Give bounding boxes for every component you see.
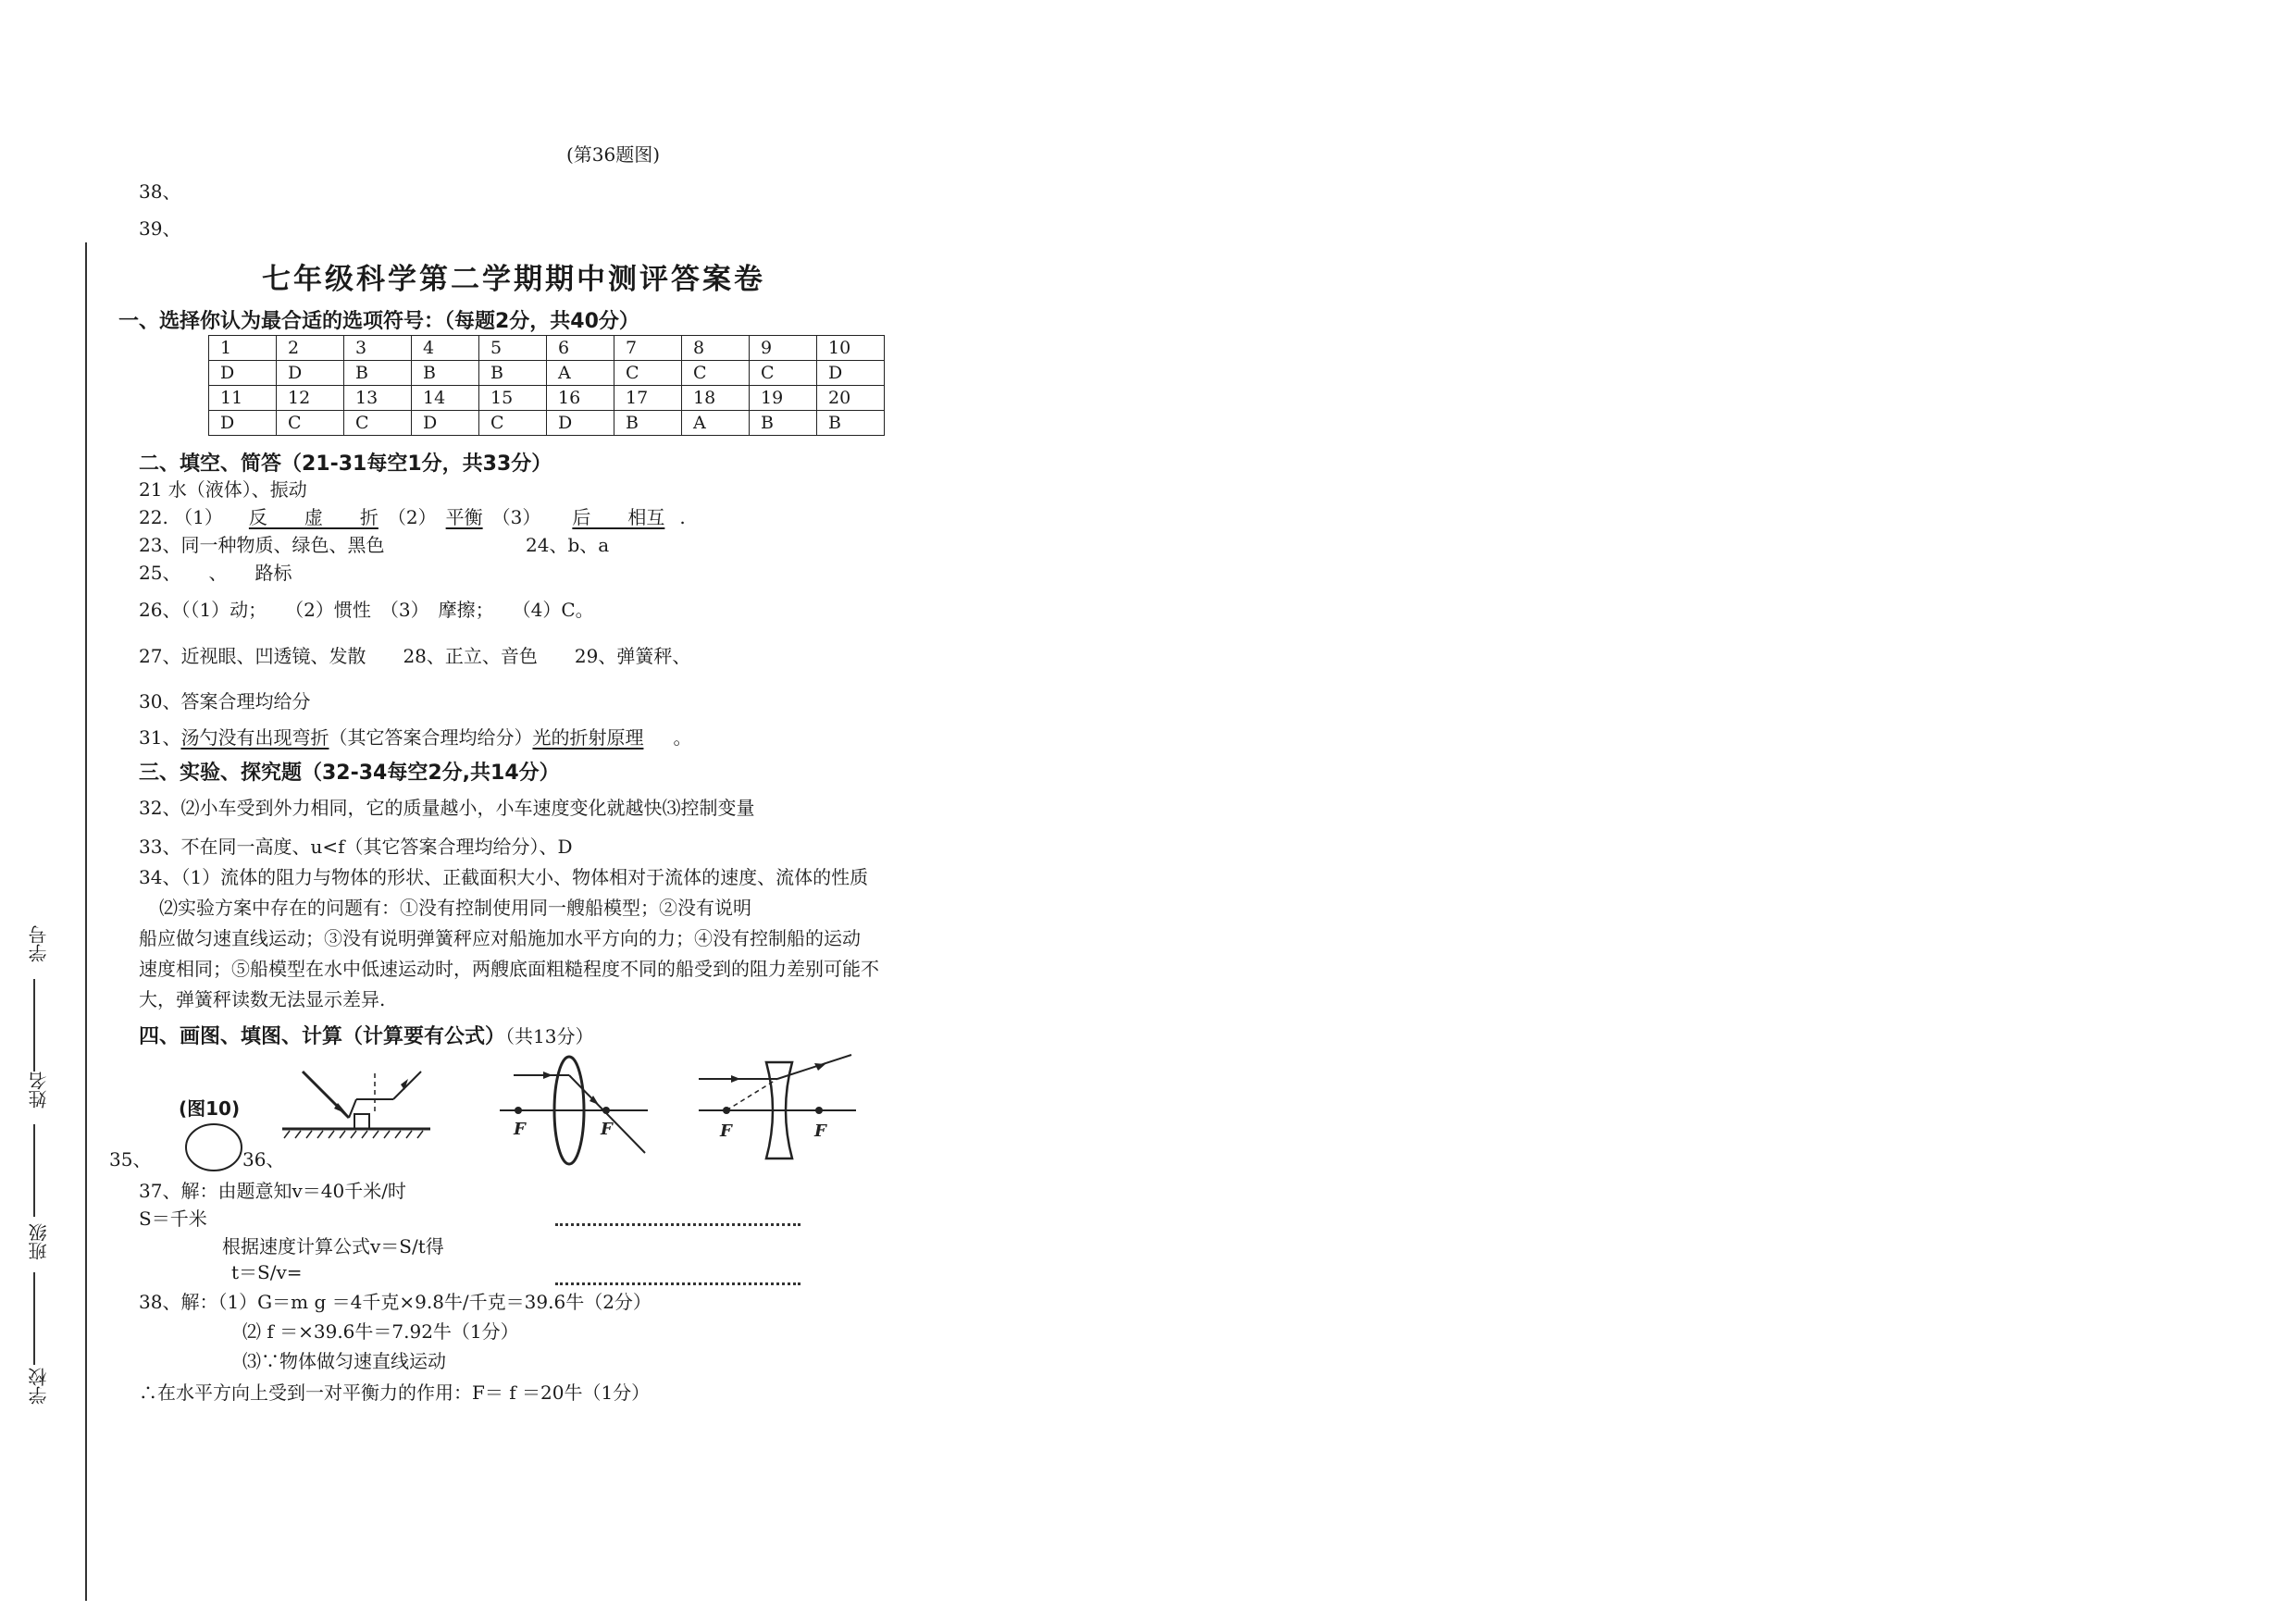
section2-heading: 二、填空、简答（21-31每空1分，共33分） [139, 452, 552, 476]
table-cell: C [479, 411, 547, 436]
section4-heading-bold: 四、画图、填图、计算（计算要有公式） [139, 1025, 506, 1048]
answer-38-line1: 38、解：（1）G＝m g ＝4千克×9.8牛/千克＝39.6牛（2分） [139, 1291, 652, 1313]
answer-33: 33、不在同一高度、u<f（其它答案合理均给分）、D [139, 836, 573, 858]
table-cell: 15 [479, 386, 547, 411]
answer-22-b: 平衡 [445, 506, 483, 528]
margin-class-blank[interactable] [28, 1124, 65, 1217]
answer-31-end: 。 [654, 726, 692, 749]
answer-38-line4: ∴在水平方向上受到一对平衡力的作用：F＝ f ＝20牛（1分） [139, 1381, 651, 1404]
fig10-caption: (图10) [179, 1097, 241, 1120]
table-cell: D [277, 361, 344, 386]
answer-22-mid2: （3） [491, 506, 541, 528]
answer-37-line2: S＝千米 [139, 1208, 207, 1230]
table-cell: 3 [344, 336, 412, 361]
table-cell: 17 [614, 386, 682, 411]
label-35: 35、 [109, 1148, 152, 1171]
section4-heading-rest: （共13分） [505, 1025, 594, 1047]
lens2-focus-right: F [814, 1121, 826, 1141]
answer-34-line3: 船应做匀速直线运动；③没有说明弹簧秤应对船施加水平方向的力；④没有控制船的运动 [139, 927, 861, 949]
table-cell: D [547, 411, 614, 436]
table-cell: C [750, 361, 817, 386]
lens2-focus-left: F [720, 1121, 732, 1141]
answer-37-dotted-line [555, 1223, 800, 1226]
answer-37-line4: t＝S/v= [231, 1261, 303, 1283]
answer-30: 30、答案合理均给分 [139, 690, 311, 712]
section4-heading [139, 1021, 593, 1049]
answer-38-line3: ⑶∵物体做匀速直线运动 [242, 1350, 446, 1372]
item-39-top: 39、 [139, 217, 181, 240]
table-cell: 2 [277, 336, 344, 361]
answer-22 [139, 505, 686, 529]
lens1-focus-left: F [514, 1120, 526, 1139]
answer-34-line5: 大，弹簧秤读数无法显示差异. [139, 988, 386, 1010]
page-title: 七年级科学第二学期期中测评答案卷 [262, 263, 765, 296]
answer-32: 32、⑵小车受到外力相同，它的质量越小，小车速度变化就越快⑶控制变量 [139, 797, 755, 819]
answer-31-mid: （其它答案合理均给分） [329, 726, 533, 749]
answer-37-dotted-line-2 [555, 1282, 800, 1285]
mirror-reflection-diagram [282, 1064, 435, 1140]
table-cell: D [209, 411, 277, 436]
convex-lens-diagram [495, 1053, 652, 1169]
answer-34-line2: ⑵实验方案中存在的问题有：①没有控制使用同一艘船模型；②没有说明 [159, 897, 751, 919]
table-cell: 5 [479, 336, 547, 361]
answer-table [208, 335, 885, 436]
table-cell: D [817, 361, 885, 386]
table-cell: 12 [277, 386, 344, 411]
answer-27-29: 27、近视眼、凹透镜、发散 28、正立、音色 29、弹簧秤、 [139, 645, 691, 667]
answer-22-c: 后 相互 [572, 506, 665, 528]
margin-class-label: 班级 [28, 1223, 50, 1260]
answer-25: 25、 、 路标 [139, 562, 292, 584]
item-38-top: 38、 [139, 180, 181, 203]
margin-school-blank[interactable] [28, 1272, 65, 1365]
answer-22-mid1: （2） [387, 506, 437, 528]
table-cell: D [412, 411, 479, 436]
table-cell: 11 [209, 386, 277, 411]
answer-21: 21 水（液体）、振动 [139, 478, 307, 501]
table-cell: 13 [344, 386, 412, 411]
section3-heading: 三、实验、探究题（32-34每空2分,共14分） [139, 762, 560, 785]
table-cell: 20 [817, 386, 885, 411]
binding-margin-line [85, 242, 87, 1601]
table-cell: 19 [750, 386, 817, 411]
answer-23: 23、同一种物质、绿色、黑色 [139, 534, 385, 556]
concave-lens-diagram [694, 1053, 861, 1169]
lens1-focus-right: F [601, 1120, 613, 1139]
margin-name-blank[interactable] [28, 979, 65, 1072]
table-cell: C [614, 361, 682, 386]
margin-name-label: 姓名 [28, 1072, 50, 1109]
answer-31 [139, 725, 691, 750]
table-cell: 8 [682, 336, 750, 361]
table-cell: 1 [209, 336, 277, 361]
margin-number-label: 学号 [28, 925, 50, 962]
table-cell: B [614, 411, 682, 436]
answer-37-line3: 根据速度计算公式v＝S/t得 [222, 1235, 444, 1258]
table-cell: C [344, 411, 412, 436]
table-cell: B [750, 411, 817, 436]
answer-31-prefix: 31、 [139, 726, 181, 749]
table-cell: A [682, 411, 750, 436]
table-cell: C [682, 361, 750, 386]
fig36-caption: (第36题图) [566, 143, 661, 166]
table-cell: B [344, 361, 412, 386]
table-cell: 14 [412, 386, 479, 411]
table-cell: B [479, 361, 547, 386]
answer-37-line1: 37、解：由题意知v＝40千米/时 [139, 1180, 406, 1202]
table-cell: 6 [547, 336, 614, 361]
table-cell: 16 [547, 386, 614, 411]
answer-26: 26、（（1）动； （2）惯性 （3） 摩擦； （4）C。 [139, 599, 594, 621]
answer-24: 24、b、a [526, 534, 610, 556]
table-cell: 18 [682, 386, 750, 411]
answer-34-line4: 速度相同；⑤船模型在水中低速运动时，两艘底面粗糙程度不同的船受到的阻力差别可能不 [139, 958, 879, 980]
table-cell: B [817, 411, 885, 436]
table-cell: 4 [412, 336, 479, 361]
table-cell: 10 [817, 336, 885, 361]
answer-22-a: 反 虚 折 [248, 506, 379, 528]
label-36: 36、 [242, 1148, 285, 1171]
table-cell: C [277, 411, 344, 436]
table-cell: B [412, 361, 479, 386]
answer-31-b: 光的折射原理 [532, 726, 644, 749]
margin-school-label: 学校 [28, 1368, 50, 1405]
table-cell: A [547, 361, 614, 386]
answer-22-prefix: 22. （1） [139, 506, 223, 528]
table-cell: 9 [750, 336, 817, 361]
answer-34-line1: 34、（1）流体的阻力与物体的形状、正截面积大小、物体相对于流体的速度、流体的性质 [139, 866, 869, 888]
answer-31-a: 汤勺没有出现弯折 [180, 726, 329, 749]
section1-heading: 一、选择你认为最合适的选项符号：（每题2分，共40分） [118, 310, 639, 333]
fig10-circle [181, 1120, 246, 1175]
table-cell: D [209, 361, 277, 386]
answer-22-end: . [679, 506, 686, 528]
table-cell: 7 [614, 336, 682, 361]
answer-38-line2: ⑵ f ＝×39.6牛＝7.92牛（1分） [242, 1320, 519, 1343]
